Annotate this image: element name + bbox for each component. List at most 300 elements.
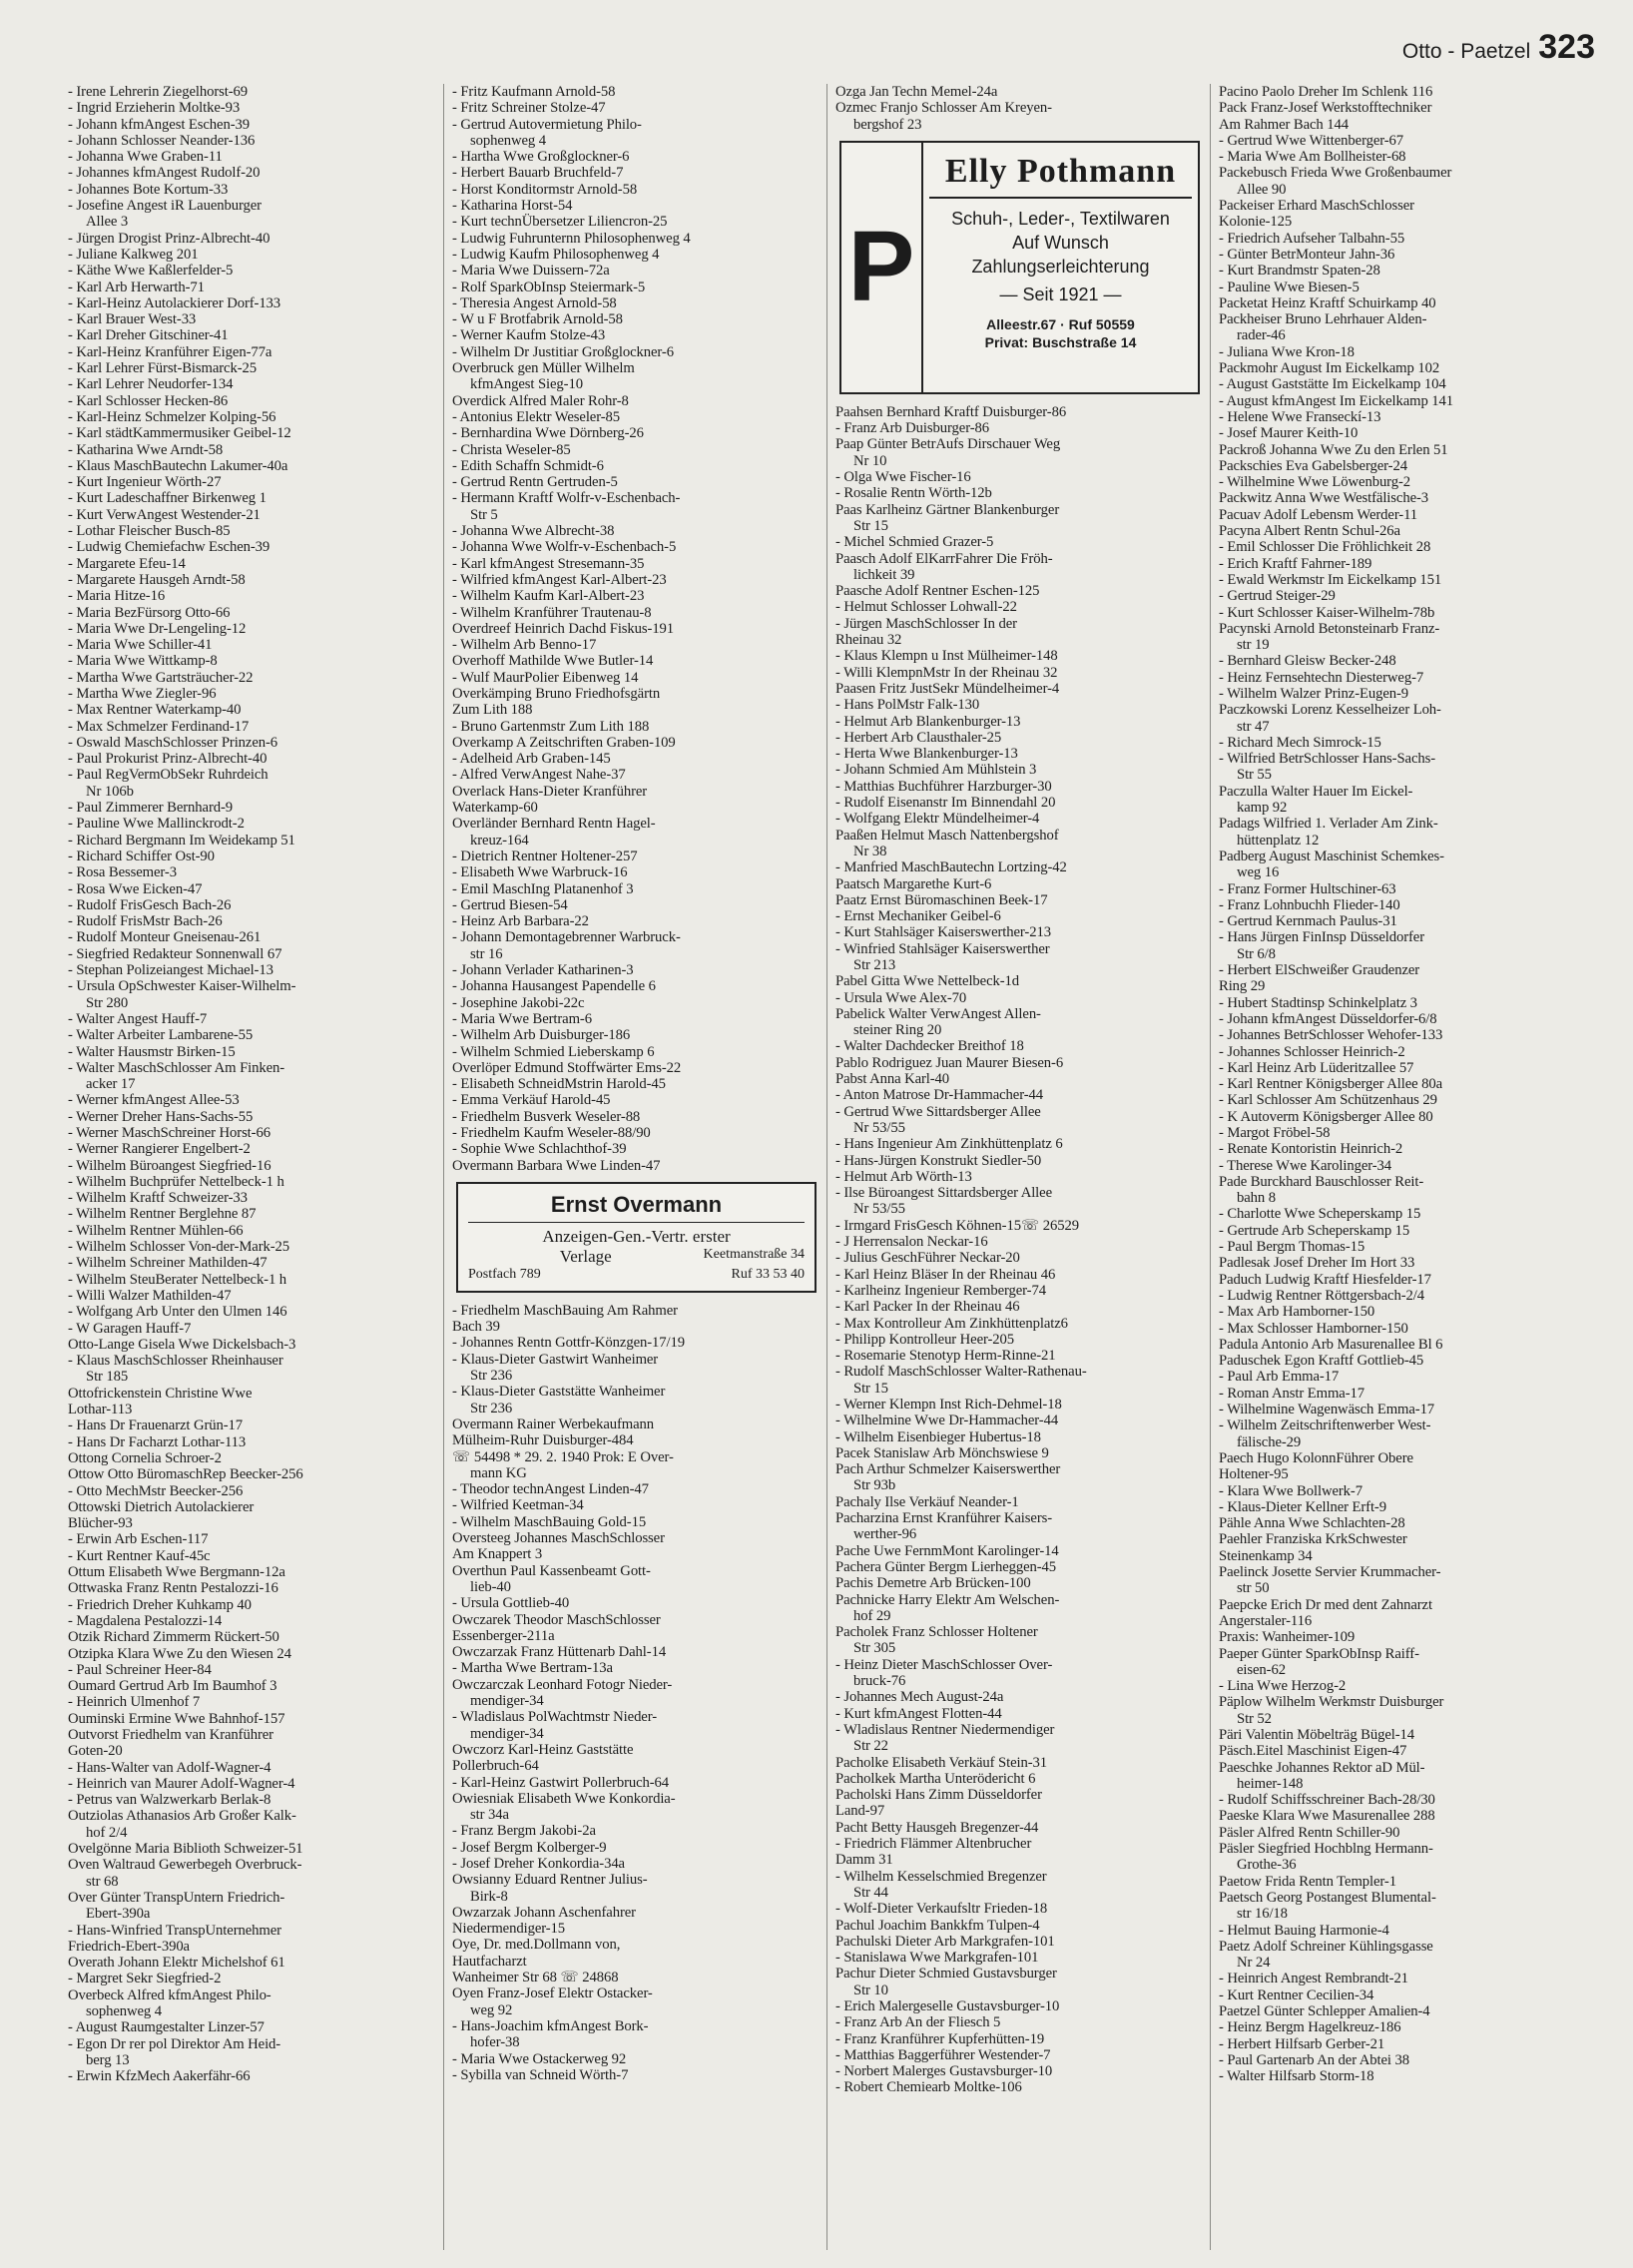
ad-overmann-name: Ernst Overmann (468, 1192, 805, 1223)
directory-entry: bahn 8 (1237, 1190, 1276, 1207)
ad-pothmann-line2: Auf Wunsch (1012, 232, 1109, 253)
directory-entry: - Ursula OpSchwester Kaiser-Wilhelm- (68, 978, 296, 995)
directory-entry: - Karl Rentner Königsberger Allee 80a (1219, 1076, 1443, 1093)
directory-entry: - Paul RegVermObSekr Ruhrdeich (68, 767, 269, 784)
directory-entry: - Ludwig Chemiefachw Eschen-39 (68, 539, 271, 556)
directory-entry: Overlack Hans-Dieter Kranführer (452, 783, 648, 800)
directory-entry: - Hans Dr Facharzt Lothar-113 (68, 1433, 247, 1450)
directory-entry: Hautfacharzt (452, 1953, 527, 1970)
directory-entry: - Gertrud Kernmach Paulus-31 (1219, 913, 1397, 930)
directory-entry: weg 92 (470, 2001, 513, 2018)
directory-entry: - Wilhelm Eisenbieger Hubertus-18 (835, 1428, 1041, 1445)
directory-entry: Packeiser Erhard MaschSchlosser (1219, 198, 1414, 215)
column-3 (826, 84, 1210, 2250)
directory-entry: - Otto MechMstr Beecker-256 (68, 1482, 244, 1499)
directory-entry: - Friedrich Flämmer Altenbrucher (835, 1836, 1032, 1853)
directory-entry: Kolonie-125 (1219, 214, 1293, 231)
directory-entry: - Karl-Heinz Gastwirt Pollerbruch-64 (452, 1774, 670, 1791)
directory-entry: Nr 24 (1237, 1955, 1271, 1972)
directory-entry: - Julius GeschFührer Neckar-20 (835, 1250, 1020, 1267)
directory-entry: - August kfmAngest Im Eickelkamp 141 (1219, 392, 1454, 409)
directory-entry: Am Rahmer Bach 144 (1219, 116, 1349, 133)
directory-entry: - Heinrich van Maurer Adolf-Wagner-4 (68, 1775, 295, 1792)
directory-entry: - Ludwig Rentner Röttgersbach-2/4 (1219, 1287, 1424, 1304)
directory-entry: - Martha Wwe Gartsträucher-22 (68, 669, 254, 686)
directory-entry: - Karl Brauer West-33 (68, 311, 197, 328)
directory-entry: - Matthias Baggerführer Westender-7 (835, 2046, 1051, 2063)
directory-entry: - Herbert Arb Clausthaler-25 (835, 729, 1002, 746)
directory-entry: Paczulla Walter Hauer Im Eickel- (1219, 783, 1413, 800)
directory-entry: - Johann Schlosser Neander-136 (68, 132, 256, 149)
directory-entry: - Franz Arb An der Fliesch 5 (835, 2014, 1001, 2031)
directory-entry: - Johanna Hausangest Papendelle 6 (452, 978, 656, 995)
directory-entry: - Wolf-Dieter Verkaufsltr Frieden-18 (835, 1901, 1048, 1918)
directory-entry: - Norbert Malerges Gustavsburger-10 (835, 2063, 1053, 2080)
ad-overmann-line1: Anzeigen-Gen.-Vertr. erster (542, 1226, 731, 1246)
directory-entry: - Werner kfmAngest Allee-53 (68, 1092, 240, 1109)
directory-entry: - Wulf MaurPolier Eibenweg 14 (452, 669, 639, 686)
directory-entry: - Maria Wwe Am Bollheister-68 (1219, 149, 1406, 166)
directory-entry: - Elisabeth Wwe Warbruck-16 (452, 864, 628, 881)
directory-entry: - Irmgard FrisGesch Köhnen-15☏ 26529 (835, 1217, 1080, 1234)
directory-entry: Pachera Günter Bergm Lierheggen-45 (835, 1558, 1057, 1575)
directory-entry: Pachulski Dieter Arb Markgrafen-101 (835, 1933, 1055, 1950)
directory-entry: Ottofrickenstein Christine Wwe (68, 1385, 253, 1402)
directory-entry: - Karl Heinz Arb Lüderitzallee 57 (1219, 1059, 1414, 1076)
directory-entry: - K Autoverm Königsberger Allee 80 (1219, 1108, 1433, 1125)
directory-entry: - Kurt Ingenieur Wörth-27 (68, 474, 222, 491)
directory-entry: - Kurt kfmAngest Flotten-44 (835, 1705, 1002, 1722)
directory-entry: - Robert Chemiearb Moltke-106 (835, 2079, 1022, 2096)
directory-entry: - Walter Hausmstr Birken-15 (68, 1043, 236, 1060)
directory-entry: - Charlotte Wwe Scheperskamp 15 (1219, 1206, 1421, 1223)
directory-entry: Paasen Fritz JustSekr Mündelheimer-4 (835, 680, 1060, 697)
directory-entry: - Willi KlempnMstr In der Rheinau 32 (835, 664, 1058, 681)
directory-entry: - Olga Wwe Fischer-16 (835, 469, 971, 486)
directory-entry: Paepcke Erich Dr med dent Zahnarzt (1219, 1596, 1432, 1613)
directory-entry: - Wladislaus PolWachtmstr Nieder- (452, 1709, 658, 1726)
directory-entry: - Franz Kranführer Kupferhütten-19 (835, 2030, 1045, 2047)
directory-entry: - Wilhelm Büroangest Siegfried-16 (68, 1157, 272, 1174)
directory-entry: Overath Johann Elektr Michelshof 61 (68, 1955, 285, 1972)
directory-entry: - Karl kfmAngest Stresemann-35 (452, 555, 645, 572)
directory-entry: - Herbert Bauarb Bruchfeld-7 (452, 165, 624, 182)
ad-pothmann-name: Elly Pothmann (929, 153, 1192, 199)
directory-entry: - Hans Jürgen FinInsp Düsseldorfer (1219, 929, 1425, 946)
directory-entry: - Kurt Stahlsäger Kaiserswerther-213 (835, 924, 1051, 941)
directory-entry: - Lina Wwe Herzog-2 (1219, 1678, 1347, 1695)
directory-entry: - Klaus-Dieter Gastwirt Wanheimer (452, 1351, 659, 1368)
directory-entry: - Erich Kraftf Fahrner-189 (1219, 555, 1372, 572)
directory-entry: - Richard Mech Simrock-15 (1219, 734, 1381, 751)
directory-entry: Paczkowski Lorenz Kesselheizer Loh- (1219, 702, 1441, 719)
directory-entry: Friedrich-Ebert-390a (68, 1938, 190, 1955)
directory-entry: - Willi Walzer Mathilden-47 (68, 1287, 232, 1304)
directory-entry: Nr 38 (853, 843, 887, 859)
directory-entry: Päri Valentin Möbelträg Bügel-14 (1219, 1726, 1414, 1743)
directory-entry: Ebert-390a (86, 1906, 151, 1923)
directory-entry: - Jürgen MaschSchlosser In der (835, 615, 1017, 632)
directory-entry: - Hans-Jürgen Konstrukt Siedler-50 (835, 1152, 1042, 1169)
directory-entry: Pacharzina Ernst Kranführer Kaisers- (835, 1510, 1053, 1527)
directory-entry: Pacholke Elisabeth Verkäuf Stein-31 (835, 1754, 1047, 1771)
directory-entry: - Magdalena Pestalozzi-14 (68, 1612, 223, 1629)
directory-entry: - Emma Verkäuf Harold-45 (452, 1092, 611, 1109)
directory-entry: - Kurt Rentner Cecilien-34 (1219, 1986, 1374, 2003)
directory-entry: - Dietrich Rentner Holtener-257 (452, 848, 638, 864)
directory-entry: Birk-8 (470, 1888, 508, 1905)
directory-entry: - Rosa Wwe Eicken-47 (68, 880, 203, 897)
directory-entry: - August Gaststätte Im Eickelkamp 104 (1219, 376, 1446, 393)
directory-entry: - Rosa Bessemer-3 (68, 864, 177, 881)
directory-entry: - Petrus van Walzwerkarb Berlak-8 (68, 1792, 272, 1809)
directory-entry: - Wilhelm Schreiner Mathilden-47 (68, 1255, 268, 1272)
directory-entry: Päsch.Eitel Maschinist Eigen-47 (1219, 1743, 1407, 1760)
directory-entry: - Rudolf Eisenanstr Im Binnendahl 20 (835, 795, 1056, 812)
directory-entry: Am Knappert 3 (452, 1546, 543, 1563)
directory-entry: Pabel Gitta Wwe Nettelbeck-1d (835, 973, 1020, 990)
directory-entry: Overdreef Heinrich Dachd Fiskus-191 (452, 620, 675, 637)
directory-entry: Ouminski Ermine Wwe Bahnhof-157 (68, 1710, 285, 1727)
directory-entry: - Fritz Kaufmann Arnold-58 (452, 84, 616, 100)
directory-entry: Pabelick Walter VerwAngest Allen- (835, 1005, 1041, 1022)
directory-entry: - Wilhelm Rentner Berglehne 87 (68, 1206, 257, 1223)
directory-entry: Waterkamp-60 (452, 800, 538, 817)
directory-entry: - Renate Kontoristin Heinrich-2 (1219, 1141, 1403, 1158)
directory-entry: - Anton Matrose Dr-Hammacher-44 (835, 1087, 1043, 1104)
column-1 (60, 84, 443, 2250)
directory-entry: Paasche Adolf Rentner Eschen-125 (835, 583, 1040, 600)
directory-entry: - Friedhelm MaschBauing Am Rahmer (452, 1302, 678, 1319)
directory-entry: - Gertrud Wwe Wittenberger-67 (1219, 132, 1404, 149)
directory-entry: - Emil Schlosser Die Fröhlichkeit 28 (1219, 539, 1431, 556)
directory-entry: - Max Schmelzer Ferdinand-17 (68, 718, 250, 735)
directory-entry: heimer-148 (1237, 1775, 1304, 1792)
directory-entry: - Ilse Büroangest Sittardsberger Allee (835, 1185, 1052, 1202)
directory-entry: Pacholkek Martha Unterödericht 6 (835, 1770, 1036, 1787)
directory-entry: Paasch Adolf ElKarrFahrer Die Fröh- (835, 550, 1053, 567)
directory-entry: rader-46 (1237, 327, 1286, 344)
directory-entry: - Wilhelm Rentner Mühlen-66 (68, 1222, 244, 1239)
directory-entry: Pabst Anna Karl-40 (835, 1071, 950, 1088)
column-4 (1210, 84, 1593, 2250)
directory-entry: - Friedrich Dreher Kuhkamp 40 (68, 1596, 252, 1613)
directory-entry: - Maria Wwe Bertram-6 (452, 1010, 592, 1027)
directory-entry: Paduschek Egon Kraftf Gottlieb-45 (1219, 1353, 1424, 1370)
directory-entry: - Paul Zimmerer Bernhard-9 (68, 800, 234, 817)
directory-entry: - Herta Wwe Blankenburger-13 (835, 746, 1018, 763)
directory-entry: - Helmut Schlosser Lohwall-22 (835, 599, 1017, 616)
directory-entry: - Klara Wwe Bollwerk-7 (1219, 1482, 1362, 1499)
directory-entry: Paetz Adolf Schreiner Kühlingsgasse (1219, 1938, 1433, 1955)
directory-entry: - Michel Schmied Grazer-5 (835, 534, 994, 551)
directory-entry: - Gertrud Autovermietung Philo- (452, 116, 642, 133)
directory-entry: Str 185 (86, 1369, 129, 1386)
directory-entry: - Horst Konditormstr Arnold-58 (452, 181, 638, 198)
directory-entry: - Maria Hitze-16 (68, 588, 166, 605)
directory-entry: - Sybilla van Schneid Wörth-7 (452, 2066, 629, 2083)
directory-entry: - Kurt VerwAngest Westender-21 (68, 506, 261, 523)
directory-entry: Packetat Heinz Kraftf Schuirkamp 40 (1219, 294, 1436, 311)
directory-entry: Pade Burckhard Bauschlosser Reit- (1219, 1173, 1424, 1190)
directory-entry: Damm 31 (835, 1852, 893, 1869)
directory-entry: - Stanislawa Wwe Markgrafen-101 (835, 1950, 1039, 1967)
directory-entry: - Paul Schreiner Heer-84 (68, 1661, 212, 1678)
directory-entry: Blücher-93 (68, 1515, 133, 1532)
directory-entry: - Wilhelm Arb Duisburger-186 (452, 1027, 631, 1044)
directory-entry: Str 6/8 (1237, 945, 1276, 962)
directory-entry: Päplow Wilhelm Werkmstr Duisburger (1219, 1694, 1444, 1711)
ad-pothmann-addr2: Privat: Buschstraße 14 (984, 333, 1137, 350)
directory-entry: - Manfried MaschBautechn Lortzing-42 (835, 859, 1067, 876)
directory-entry: - Franz Lohnbuchh Flieder-140 (1219, 896, 1400, 913)
directory-entry: - Margret Sekr Siegfried-2 (68, 1971, 222, 1987)
directory-entry: - Karl Lehrer Fürst-Bismarck-25 (68, 360, 257, 377)
directory-entry: hofer-38 (470, 2034, 520, 2051)
directory-entry: Padberg August Maschinist Schemkes- (1219, 848, 1444, 864)
directory-entry: - Karl Packer In der Rheinau 46 (835, 1299, 1020, 1316)
directory-entry: - Jürgen Drogist Prinz-Albrecht-40 (68, 230, 271, 247)
directory-entry: - Herbert ElSchweißer Graudenzer (1219, 962, 1420, 979)
directory-entry: Pacek Stanislaw Arb Mönchswiese 9 (835, 1444, 1049, 1461)
directory-entry: - Margarete Efeu-14 (68, 555, 186, 572)
directory-entry: - Margot Fröbel-58 (1219, 1125, 1331, 1141)
directory-entry: str 68 (86, 1873, 119, 1890)
directory-entry: Niedermendiger-15 (452, 1921, 566, 1938)
directory-entry: - Hans Dr Frauenarzt Grün-17 (68, 1418, 244, 1434)
directory-entry: - Emil MaschIng Platanenhof 3 (452, 880, 634, 897)
directory-entry: Packroß Johanna Wwe Zu den Erlen 51 (1219, 441, 1448, 458)
directory-entry: Nr 10 (853, 452, 887, 469)
directory-entry: Packwitz Anna Wwe Westfälische-3 (1219, 490, 1429, 507)
directory-entry: - Hermann Kraftf Wolfr-v-Eschenbach- (452, 490, 681, 507)
header-names: Otto - Paetzel (1401, 40, 1531, 63)
directory-entry: - Klaus MaschSchlosser Rheinhauser (68, 1353, 283, 1370)
directory-entry: Paech Hugo KolonnFührer Obere (1219, 1449, 1413, 1466)
directory-entry: - Johanna Wwe Albrecht-38 (452, 523, 615, 540)
directory-entry: - Kurt Schlosser Kaiser-Wilhelm-78b (1219, 604, 1435, 621)
directory-entry: - Katharina Horst-54 (452, 198, 573, 215)
directory-entry: - Wilhelm Arb Benno-17 (452, 637, 597, 654)
directory-entry: Ottow Otto BüromaschRep Beecker-256 (68, 1466, 303, 1483)
directory-entry: - Hubert Stadtinsp Schinkelplatz 3 (1219, 994, 1417, 1011)
directory-entry: - Max Rentner Waterkamp-40 (68, 702, 242, 719)
directory-entry: - Pauline Wwe Mallinckrodt-2 (68, 816, 245, 833)
directory-entry: Pachul Joachim Bankkfm Tulpen-4 (835, 1917, 1040, 1934)
directory-entry: lieb-40 (470, 1578, 511, 1595)
directory-entry: Nr 106b (86, 783, 134, 800)
directory-entry: Str 15 (853, 517, 888, 534)
directory-entry: - Paul Prokurist Prinz-Albrecht-40 (68, 751, 268, 768)
directory-entry: - Günter BetrMonteur Jahn-36 (1219, 246, 1395, 263)
directory-entry: Paahsen Bernhard Kraftf Duisburger-86 (835, 403, 1067, 420)
directory-entry: - Bernhard Gleisw Becker-248 (1219, 653, 1396, 670)
directory-entry: - Karl-Heinz Autolackierer Dorf-133 (68, 294, 281, 311)
directory-entry: Oversteeg Johannes MaschSchlosser (452, 1530, 665, 1547)
directory-entry: - Walter MaschSchlosser Am Finken- (68, 1059, 285, 1076)
directory-entry: - Hans Ingenieur Am Zinkhüttenplatz 6 (835, 1136, 1063, 1153)
directory-entry: - Richard Bergmann Im Weidekamp 51 (68, 832, 295, 849)
directory-entry: - Christa Weseler-85 (452, 441, 571, 458)
directory-entry: hof 29 (853, 1607, 891, 1624)
directory-entry: - Kurt technÜbersetzer Liliencron-25 (452, 214, 668, 231)
directory-entry: - Walter Dachdecker Breithof 18 (835, 1038, 1024, 1055)
directory-entry: hof 2/4 (86, 1824, 128, 1841)
directory-entry: - Johann Demontagebrenner Warbruck- (452, 929, 681, 946)
ad-overmann-phone: Ruf 33 53 40 (731, 1266, 805, 1282)
directory-entry: Bach 39 (452, 1319, 500, 1336)
directory-entry: - Friedrich Aufseher Talbahn-55 (1219, 230, 1405, 247)
directory-entry: - Josef Maurer Keith-10 (1219, 425, 1359, 442)
directory-entry: Allee 3 (86, 214, 129, 231)
directory-entry: berg 13 (86, 2051, 130, 2068)
ad-pothmann-line1: Schuh-, Leder-, Textilwaren (951, 208, 1170, 229)
directory-entry: - Walter Arbeiter Lambarene-55 (68, 1027, 254, 1044)
directory-entry: - Johannes kfmAngest Rudolf-20 (68, 165, 261, 182)
directory-entry: - Wilhelmine Wwe Dr-Hammacher-44 (835, 1413, 1059, 1429)
directory-entry: Land-97 (835, 1803, 885, 1820)
directory-entry: - Wilhelm Kesselschmied Bregenzer (835, 1868, 1047, 1885)
directory-entry: Overkamp A Zeitschriften Graben-109 (452, 734, 676, 751)
directory-entry: Pachnicke Harry Elektr Am Welschen- (835, 1591, 1060, 1608)
directory-entry: - Richard Schiffer Ost-90 (68, 848, 215, 864)
directory-entry: Pachaly Ilse Verkäuf Neander-1 (835, 1493, 1019, 1510)
directory-entry: - Helmut Bauing Harmonie-4 (1219, 1922, 1389, 1939)
directory-entry: - Karl Schlosser Hecken-86 (68, 392, 229, 409)
directory-entry: - Siegfried Redakteur Sonnenwall 67 (68, 945, 282, 962)
directory-columns (60, 84, 1593, 2250)
directory-entry: - Alfred VerwAngest Nahe-37 (452, 767, 626, 784)
directory-entry: Outziolas Athanasios Arb Großer Kalk- (68, 1808, 296, 1825)
directory-entry: - Johanna Wwe Graben-11 (68, 149, 223, 166)
directory-entry: - Wilhelm Buchprüfer Nettelbeck-1 h (68, 1173, 284, 1190)
directory-entry: - Gertrud Wwe Sittardsberger Allee (835, 1103, 1041, 1120)
directory-entry: - Hans-Walter van Adolf-Wagner-4 (68, 1759, 272, 1776)
directory-entry: - Juliane Kalkweg 201 (68, 246, 199, 263)
directory-entry: Päsler Alfred Rentn Schiller-90 (1219, 1824, 1400, 1841)
directory-entry: - Wilhelm Zeitschriftenwerber West- (1219, 1418, 1431, 1434)
directory-entry: - Werner Klempn Inst Rich-Dehmel-18 (835, 1397, 1062, 1413)
directory-entry: - Martha Wwe Bertram-13a (452, 1660, 613, 1677)
directory-entry: Otto-Lange Gisela Wwe Dickelsbach-3 (68, 1336, 296, 1353)
directory-entry: - Johannes Rentn Gottfr-Könzgen-17/19 (452, 1335, 685, 1352)
directory-entry: Oumard Gertrud Arb Im Baumhof 3 (68, 1678, 277, 1695)
directory-entry: fälische-29 (1237, 1433, 1302, 1450)
directory-entry: kreuz-164 (470, 832, 529, 849)
directory-entry: Overhoff Mathilde Wwe Butler-14 (452, 653, 654, 670)
directory-entry: - Max Schlosser Hamborner-150 (1219, 1320, 1408, 1337)
directory-entry: - Bernhardina Wwe Dörnberg-26 (452, 425, 644, 442)
directory-entry: - Karl Schlosser Am Schützenhaus 29 (1219, 1092, 1437, 1109)
directory-entry: Overmann Rainer Werbekaufmann (452, 1416, 655, 1432)
directory-entry: - Winfried Stahlsäger Kaiserswerther (835, 940, 1050, 957)
directory-entry: - Wilfried BetrSchlosser Hans-Sachs- (1219, 751, 1436, 768)
directory-entry: mann KG (470, 1464, 527, 1481)
directory-entry: - Heinz Dieter MaschSchlosser Over- (835, 1656, 1053, 1673)
directory-entry: - Werner Rangierer Engelbert-2 (68, 1141, 251, 1158)
directory-entry: - Rolf SparkObInsp Steiermark-5 (452, 279, 646, 295)
directory-entry: str 19 (1237, 637, 1270, 654)
directory-entry: - Walter Angest Hauff-7 (68, 1010, 208, 1027)
directory-entry: Packheiser Bruno Lehrhauer Alden- (1219, 311, 1427, 328)
directory-entry: Pachis Demetre Arb Brücken-100 (835, 1575, 1031, 1592)
directory-entry: Otzik Richard Zimmerm Rückert-50 (68, 1629, 279, 1646)
directory-entry: Paas Karlheinz Gärtner Blankenburger (835, 501, 1060, 518)
directory-entry: Mülheim-Ruhr Duisburger-484 (452, 1432, 634, 1449)
ad-pothmann-addr1: Alleestr.67 · Ruf 50559 (986, 315, 1135, 332)
directory-entry: Paeper Günter SparkObInsp Raiff- (1219, 1645, 1419, 1662)
directory-entry: Packebusch Frieda Wwe Großenbaumer (1219, 165, 1452, 182)
column-2 (443, 84, 826, 2250)
directory-entry: - Stephan Polizeiangest Michael-13 (68, 962, 273, 979)
ad-pothmann-letter: P (841, 143, 923, 392)
directory-entry: - Maria Wwe Duissern-72a (452, 263, 610, 280)
directory-entry: - Johannes Schlosser Heinrich-2 (1219, 1043, 1405, 1060)
directory-entry: - Edith Schaffn Schmidt-6 (452, 457, 604, 474)
directory-entry: hüttenplatz 12 (1237, 832, 1320, 849)
directory-entry: Str 305 (853, 1640, 896, 1657)
directory-entry: - Karlheinz Ingenieur Remberger-74 (835, 1282, 1046, 1299)
directory-entry: - Hartha Wwe Großglockner-6 (452, 149, 630, 166)
directory-entry: Pachur Dieter Schmied Gustavsburger (835, 1966, 1057, 1983)
directory-entry: Padlesak Josef Dreher Im Hort 33 (1219, 1255, 1415, 1272)
directory-entry: Lothar-113 (68, 1402, 133, 1418)
directory-entry: - Hans PolMstr Falk-130 (835, 697, 980, 714)
directory-entry: Owczorz Karl-Heinz Gaststätte (452, 1741, 634, 1758)
directory-entry: - Josefine Angest iR Lauenburger (68, 198, 262, 215)
directory-entry: Otzipka Klara Wwe Zu den Wiesen 24 (68, 1645, 291, 1662)
directory-entry: - Paul Arb Emma-17 (1219, 1369, 1340, 1386)
directory-entry: Pache Uwe FernmMont Karolinger-14 (835, 1542, 1059, 1559)
directory-entry: - Karl städtKammermusiker Geibel-12 (68, 425, 291, 442)
directory-entry: - Maria BezFürsorg Otto-66 (68, 604, 231, 621)
directory-entry: - Antonius Elektr Weseler-85 (452, 408, 620, 425)
directory-entry: - Josef Dreher Konkordia-34a (452, 1855, 625, 1872)
directory-entry: - Franz Former Hultschiner-63 (1219, 880, 1396, 897)
directory-entry: str 50 (1237, 1580, 1270, 1597)
directory-entry: - Friedhelm Busverk Weseler-88 (452, 1108, 641, 1125)
directory-entry: - Rudolf FrisMstr Bach-26 (68, 913, 223, 930)
directory-entry: Str 15 (853, 1380, 888, 1397)
directory-entry: acker 17 (86, 1076, 136, 1093)
ad-overmann-line2: Verlage (559, 1246, 612, 1266)
directory-entry: Overthun Paul Kassenbeamt Gott- (452, 1562, 651, 1579)
directory-entry: - Johannes Bote Kortum-33 (68, 181, 229, 198)
directory-entry: Nr 53/55 (853, 1201, 905, 1218)
directory-entry: - Elisabeth SchneidMstrin Harold-45 (452, 1076, 666, 1093)
ad-overmann-street: Keetmanstraße 34 (703, 1246, 805, 1262)
directory-entry: - Ewald Werkmstr Im Eickelkamp 151 (1219, 571, 1442, 588)
directory-entry: - Johanna Wwe Wolfr-v-Eschenbach-5 (452, 539, 677, 556)
directory-entry: - Johann kfmAngest Düsseldorfer-6/8 (1219, 1010, 1437, 1027)
directory-entry: Grothe-36 (1237, 1857, 1297, 1874)
directory-entry: - Walter Hilfsarb Storm-18 (1219, 2068, 1374, 2085)
directory-entry: - Werner Kaufm Stolze-43 (452, 327, 606, 344)
directory-entry: Paduch Ludwig Kraftf Hiesfelder-17 (1219, 1271, 1431, 1288)
directory-entry: Outvorst Friedhelm van Kranführer (68, 1726, 273, 1743)
directory-entry: - Heinz Bergm Hagelkreuz-186 (1219, 2019, 1401, 2036)
directory-entry: - Paul Bergm Thomas-15 (1219, 1239, 1365, 1256)
ad-pothmann-since: — Seit 1921 — (999, 284, 1122, 304)
directory-entry: - Ursula Gottlieb-40 (452, 1595, 570, 1612)
directory-entry: Angerstaler-116 (1219, 1612, 1313, 1629)
directory-entry: - Oswald MaschSchlosser Prinzen-6 (68, 734, 278, 751)
directory-entry: ☏ 54498 * 29. 2. 1940 Prok: E Over- (452, 1448, 674, 1465)
directory-entry: - Karl Arb Herwarth-71 (68, 279, 205, 295)
directory-entry: Packmohr August Im Eickelkamp 102 (1219, 360, 1440, 377)
directory-entry: weg 16 (1237, 864, 1280, 881)
directory-entry: Ottwaska Franz Rentn Pestalozzi-16 (68, 1580, 278, 1597)
